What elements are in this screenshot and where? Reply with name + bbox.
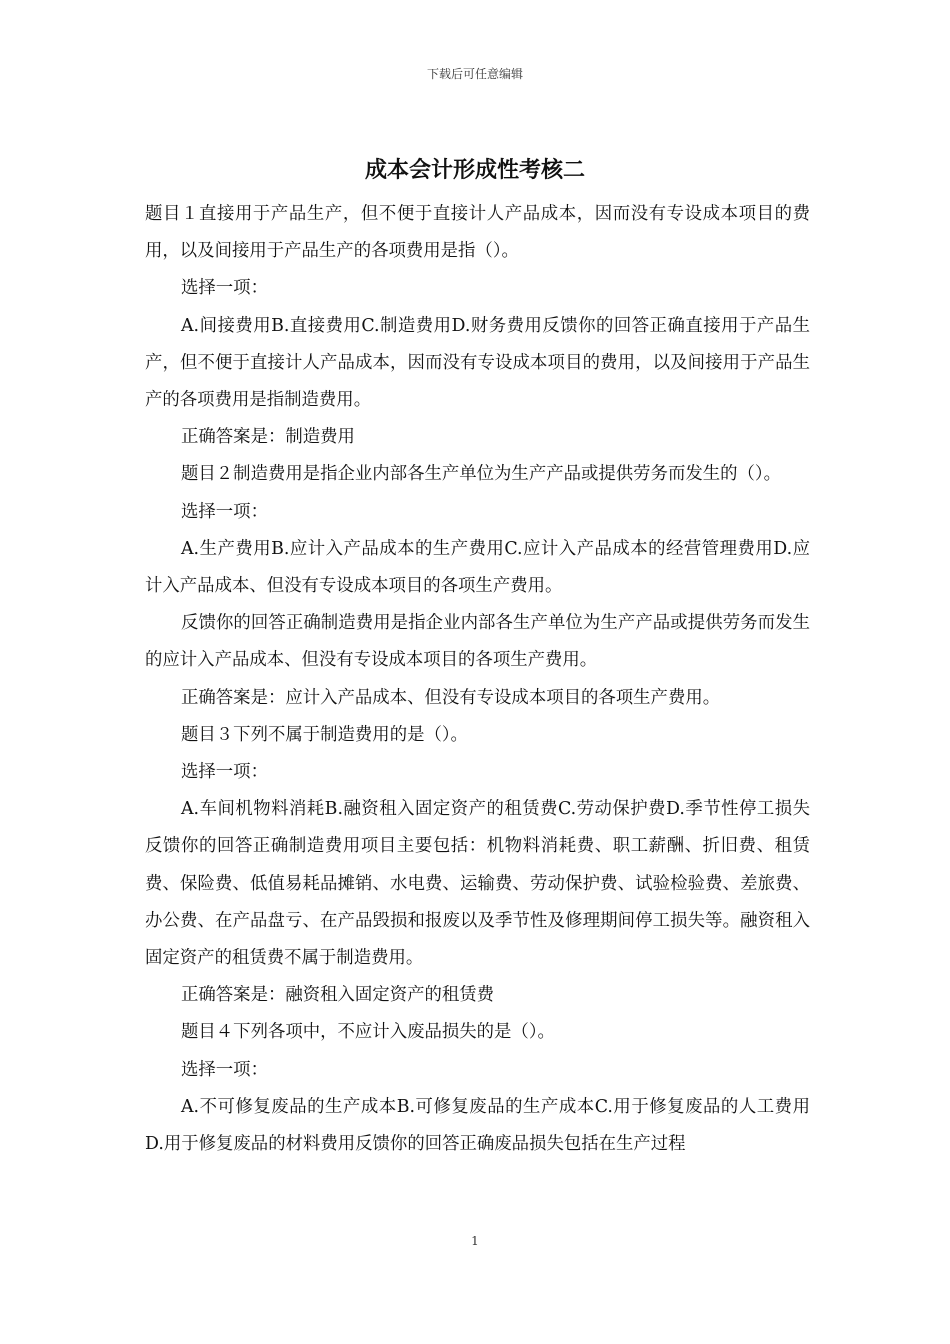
paragraph: 选择一项：	[181, 762, 268, 783]
paragraph: 题目１直接用于产品生产，但不便于直接计人产品成本，因而没有专设成本项目的费用，以及间接用于产品生产的各项费用是指（）。	[145, 204, 810, 262]
paragraph: 题目２制造费用是指企业内部各生产单位为生产产品或提供劳务而发生的（）。	[181, 464, 781, 485]
page-number: 1	[471, 1234, 479, 1248]
paragraph: 正确答案是：制造费用	[181, 427, 355, 448]
paragraph: A.车间机物料消耗B.融资租入固定资产的租赁费C.劳动保护费D.季节性停工损失反馈你的回答正确制造费用项目主要包括：机物料消耗费、职工薪酬、折旧费、租赁费、保险费、低值易耗品摊销、水电费、运输费、劳动保护费、试验检验费、差旅费、办公费、在产品盘亏、在产品毁损和报废以及季节性及修理期间停工损失等。融资租入固定资产的租赁费不属于制造费用。	[145, 799, 810, 969]
paragraph: A.间接费用B.直接费用C.制造费用D.财务费用反馈你的回答正确直接用于产品生产，但不便于直接计人产品成本，因而没有专设成本项目的费用，以及间接用于产品生产的各项费用是指制造费用。	[145, 315, 810, 411]
paragraph: A.不可修复废品的生产成本B.可修复废品的生产成本C.用于修复废品的人工费用D.用于修复废品的材料费用反馈你的回答正确废品损失包括在生产过程	[145, 1096, 810, 1155]
paragraph: 选择一项：	[181, 278, 268, 299]
page-header: 下载后可任意编辑	[426, 67, 523, 81]
paragraph: 反馈你的回答正确制造费用是指企业内部各生产单位为生产产品或提供劳务而发生的应计入产品成本、但没有专设成本项目的各项生产费用。	[145, 613, 810, 671]
document-title: 成本会计形成性考核二	[364, 158, 585, 183]
document-body	[145, 196, 810, 1163]
paragraph: 题目３下列不属于制造费用的是（）。	[181, 724, 468, 745]
paragraph: 正确答案是：应计入产品成本、但没有专设成本项目的各项生产费用。	[181, 687, 721, 708]
paragraph: 选择一项：	[181, 501, 268, 522]
paragraph: 正确答案是：融资租入固定资产的租赁费	[181, 985, 495, 1006]
paragraph: A.生产费用B.应计入产品成本的生产费用C.应计入产品成本的经营管理费用D.应计入产品成本、但没有专设成本项目的各项生产费用。	[145, 538, 810, 597]
paragraph: 题目４下列各项中，不应计入废品损失的是（）。	[181, 1022, 555, 1043]
paragraph: 选择一项：	[181, 1059, 268, 1080]
